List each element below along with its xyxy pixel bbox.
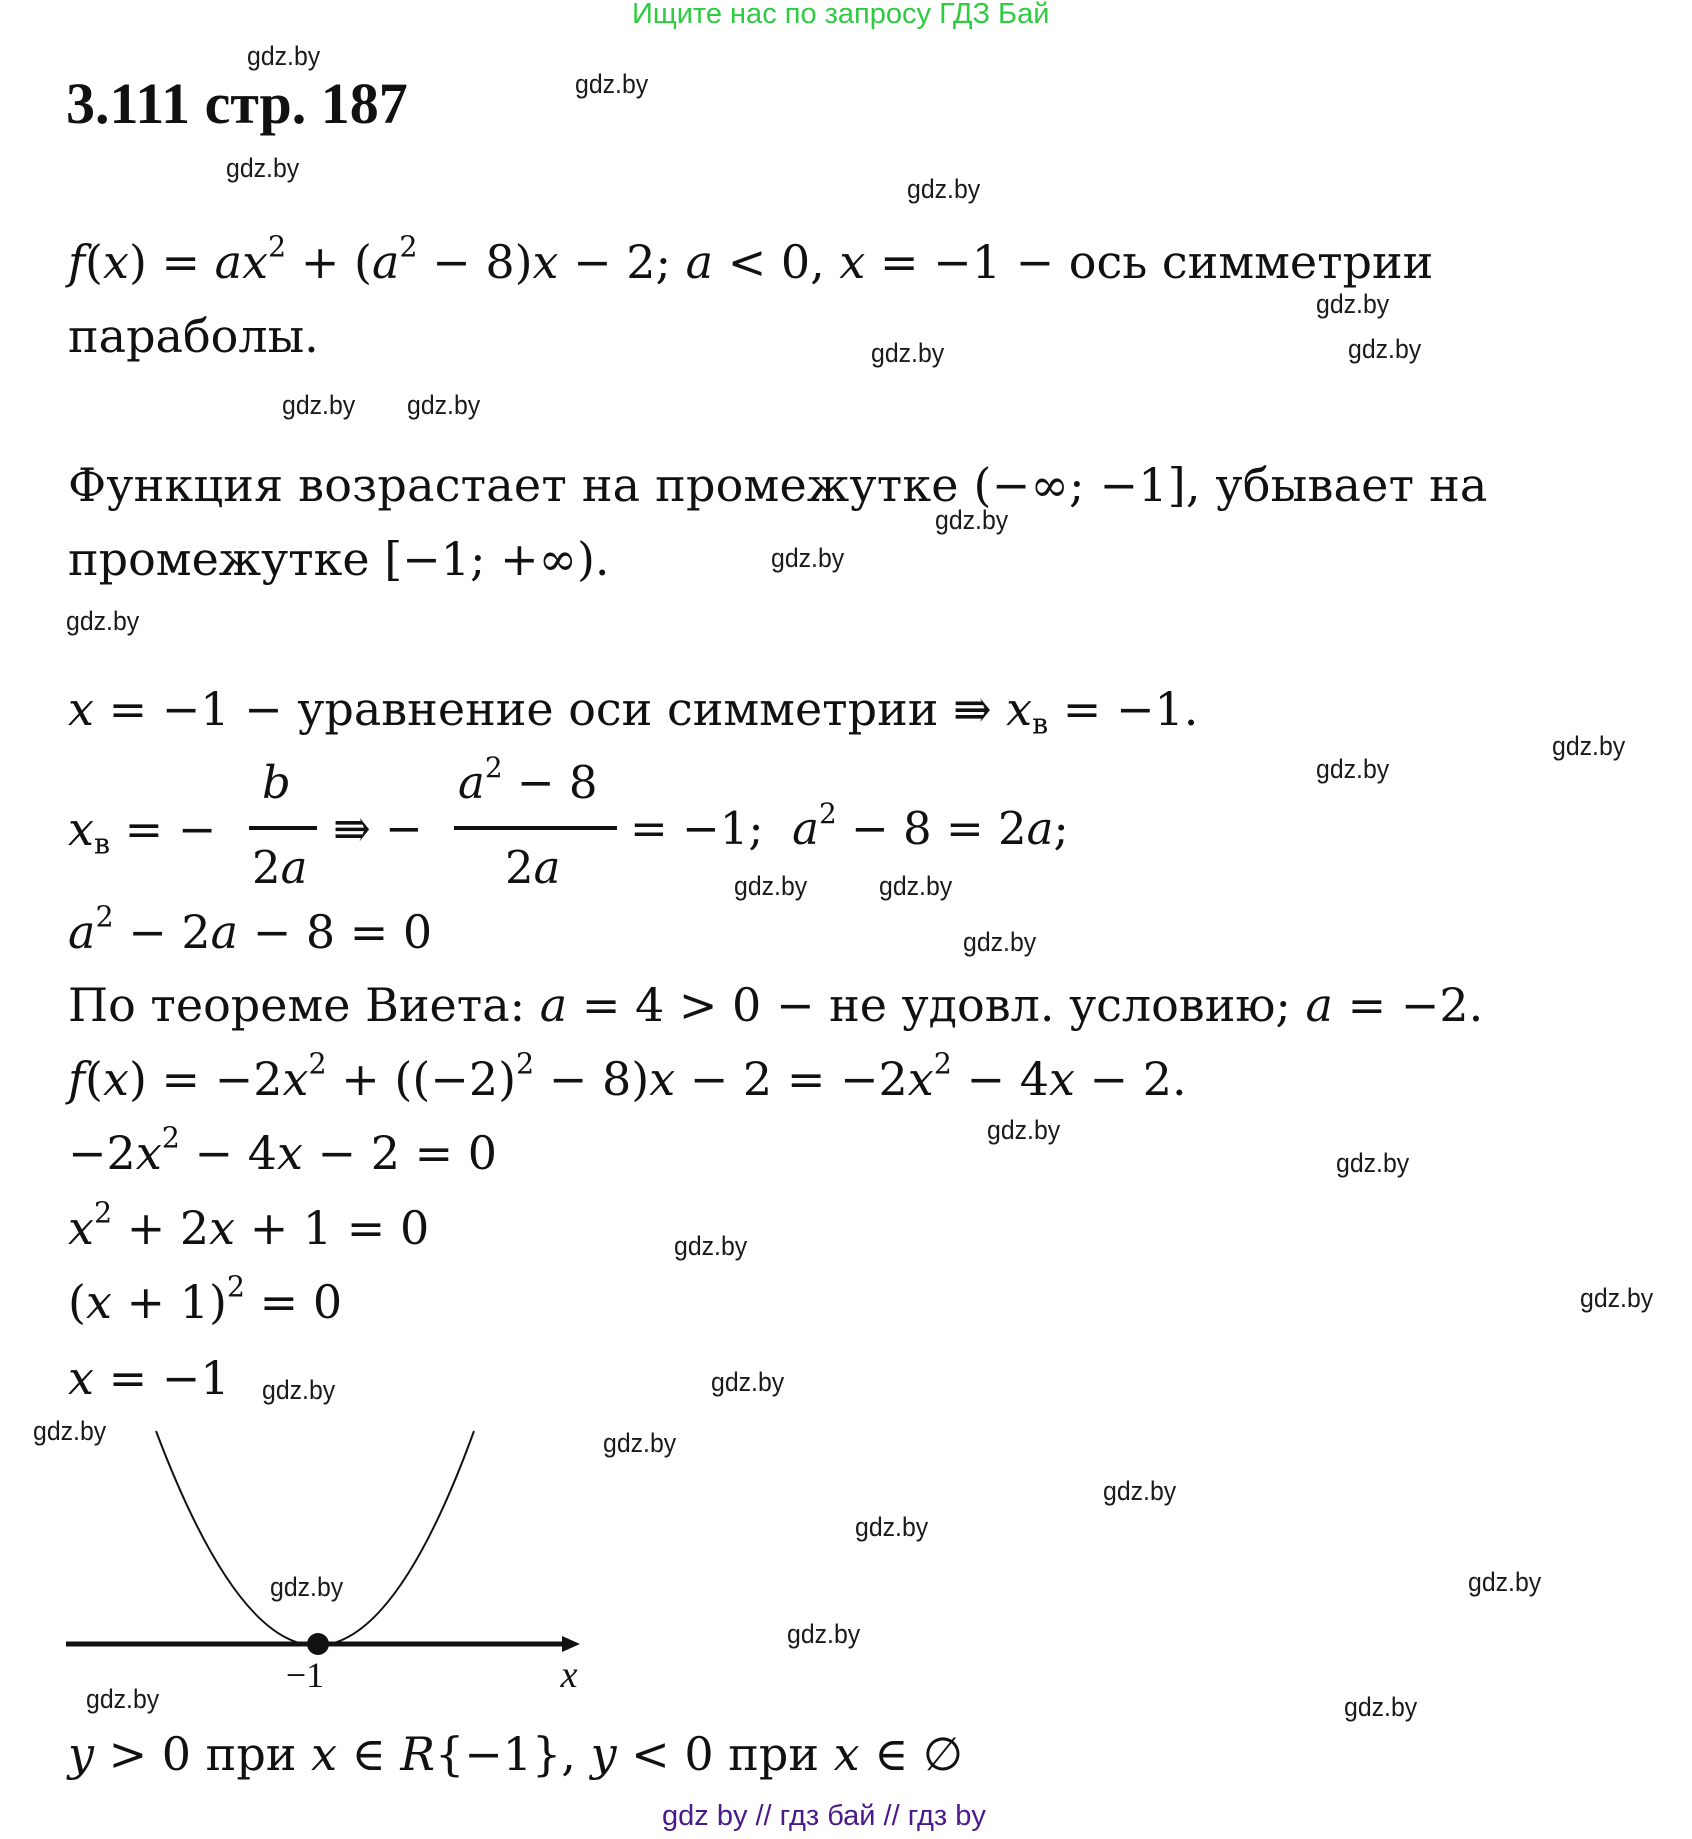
vieta-intro: По теореме Виета: <box>68 978 540 1032</box>
watermark: gdz.by <box>262 1375 336 1405</box>
root-line: x = −1 <box>68 1351 230 1405</box>
tick-label-minus-1: −1 <box>285 1655 325 1695</box>
conclusion-pri-1: при <box>191 1727 312 1781</box>
subscript-v: в <box>93 827 111 861</box>
conclusion-pri-2: при <box>713 1727 834 1781</box>
watermark: gdz.by <box>1344 1692 1418 1722</box>
watermark: gdz.by <box>987 1115 1061 1145</box>
watermark: gdz.by <box>711 1367 785 1397</box>
watermark: gdz.by <box>1580 1283 1654 1313</box>
watermark: gdz.by <box>1316 289 1390 319</box>
vertex-point <box>307 1633 329 1655</box>
given-line-1-tail: − ось симметрии <box>1000 235 1434 289</box>
quadratic-line: $a^2 - 2a - 8 = 0$ <box>68 900 433 959</box>
watermark: gdz.by <box>935 505 1009 535</box>
watermark: gdz.by <box>86 1684 160 1714</box>
parabola-curve <box>156 1431 474 1646</box>
monotonic-line-2: промежутке [−1; +∞). <box>68 532 610 586</box>
vertex-formula-rhs: = −1; $a^2 - 8 = 2a$; <box>630 797 1069 855</box>
watermark: gdz.by <box>734 871 808 901</box>
watermark: gdz.by <box>871 338 945 368</box>
equation-line-1: $-2x^2 - 4x - 2 = 0$ <box>68 1121 498 1180</box>
watermark: gdz.by <box>247 41 321 71</box>
watermark: gdz.by <box>879 871 953 901</box>
watermark: gdz.by <box>1348 334 1422 364</box>
x-axis-arrow-icon <box>562 1636 580 1652</box>
implies-symbol: ⇛ − <box>333 802 423 855</box>
fraction-2-numerator: $a^2 - 8$ <box>458 751 598 809</box>
vieta-mid: − не удовл. условию; <box>761 978 1306 1032</box>
watermark: gdz.by <box>1316 754 1390 784</box>
watermark: gdz.by <box>66 606 140 636</box>
vertex-formula-lhs: $x_в$ = − <box>68 802 217 861</box>
watermark: gdz.by <box>963 927 1037 957</box>
equation-line-2: $x^2 + 2x + 1 = 0$ <box>68 1196 430 1255</box>
watermark: gdz.by <box>270 1572 344 1602</box>
watermark: gdz.by <box>771 543 845 573</box>
given-line-2: параболы. <box>68 309 319 363</box>
substitution-line: $f(x) = -2x^2 + ((-2)^2 - 8)x - 2 = -2x^2 - 4x - 2$. <box>68 1047 1187 1106</box>
watermark: gdz.by <box>1103 1476 1177 1506</box>
exercise-title: 3.111 стр. 187 <box>66 71 408 136</box>
fraction-b-numerator: b <box>262 756 291 809</box>
watermark: gdz.by <box>1552 731 1626 761</box>
monotonic-line-1: Функция возрастает на промежутке (−∞; −1], убывает на <box>68 458 1488 512</box>
footer-links[interactable]: gdz by // гдз бай // гдз by <box>662 1800 986 1832</box>
watermark: gdz.by <box>33 1416 107 1446</box>
equation-line-3: $(x + 1)^2 = 0$ <box>68 1270 343 1329</box>
watermark: gdz.by <box>855 1512 929 1542</box>
fraction-bar-2 <box>454 826 617 830</box>
watermark: gdz.by <box>787 1619 861 1649</box>
fraction-bar-1 <box>249 826 317 830</box>
watermark: gdz.by <box>575 69 649 99</box>
given-line-1: $f(x) = ax^2 + (a^2 - 8)x - 2$; a < 0, x = −1 − ось симметрии <box>68 230 1434 289</box>
watermark: gdz.by <box>907 174 981 204</box>
axis-equation-line: x = −1 − уравнение оси симметрии ⇛ $x_в = -1$. <box>68 682 1199 741</box>
x-axis-label: x <box>560 1654 578 1696</box>
fraction-2-denominator: 2a <box>505 841 561 894</box>
axis-equation-words: − уравнение оси симметрии ⇛ <box>229 682 1007 736</box>
promo-banner[interactable]: Ищите нас по запросу ГДЗ Бай <box>632 0 1050 30</box>
watermark: gdz.by <box>1468 1567 1542 1597</box>
fraction-b-denominator: 2a <box>252 841 308 894</box>
watermark: gdz.by <box>226 153 300 183</box>
conclusion-line: y > 0 при x ∈ R{−1}, y < 0 при x ∈ ∅ <box>68 1727 963 1781</box>
vieta-line: По теореме Виета: a = 4 > 0 − не удовл. условию; a = −2. <box>68 978 1484 1032</box>
watermark: gdz.by <box>1336 1148 1410 1178</box>
watermark: gdz.by <box>282 390 356 420</box>
watermark: gdz.by <box>674 1231 748 1261</box>
watermark: gdz.by <box>603 1428 677 1458</box>
watermark: gdz.by <box>407 390 481 420</box>
subscript-v: в <box>1032 707 1049 741</box>
